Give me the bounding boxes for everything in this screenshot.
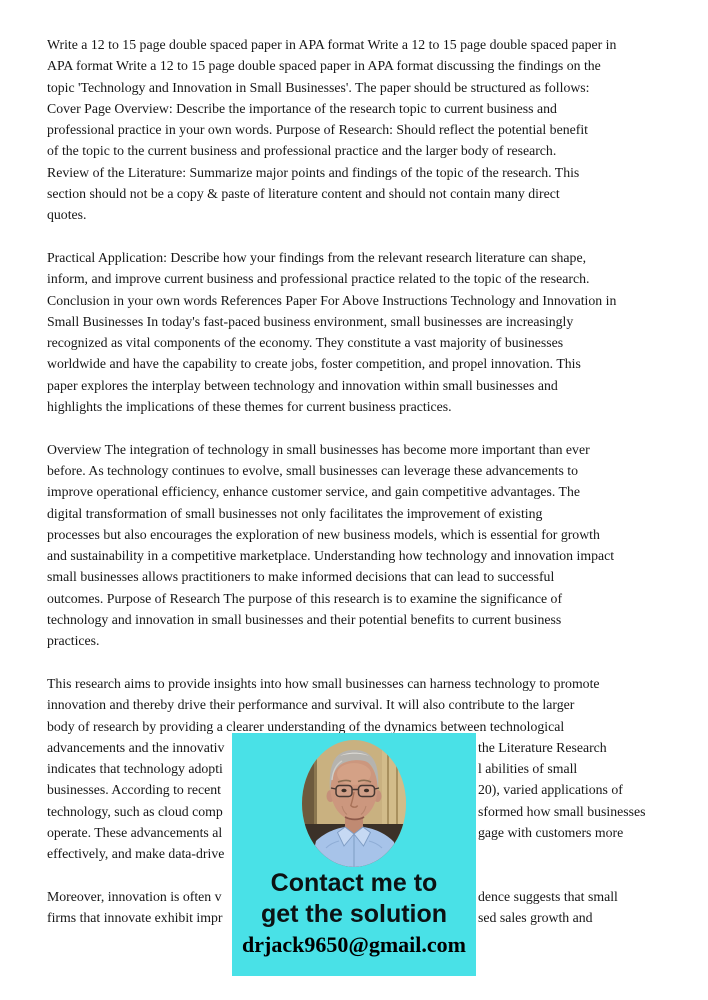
line-fragment-right: gage with customers more [478,824,624,840]
paragraph [47,34,673,226]
paragraph [47,439,673,652]
line-fragment-left: businesses. According to recent [47,782,221,798]
document-line: Overview The integration of technology in small businesses has become more important than ever [47,441,590,457]
document-line: Practical Application: Describe how your findings from the relevant research literature can shape, [47,249,587,265]
line-fragment-left: technology, such as cloud comp [47,803,223,819]
document-line: practices. [47,633,100,649]
contact-email: drjack9650@gmail.com [242,932,466,957]
document-line: effectively, and make data-drive [47,846,225,862]
document-line: body of research by providing a clearer understanding of the dynamics between technological [47,718,565,734]
portrait-photo [302,740,406,867]
line-fragment-right: sed sales growth and [478,910,593,926]
contact-card [232,733,476,976]
line-fragment-right: 20), varied applications of [478,782,623,798]
document-line: innovation and thereby drive their performance and survival. It will also contribute to the larger [47,697,575,713]
document-line: This research aims to provide insights into how small businesses can harness technology to promote [47,675,600,691]
document-line: small businesses allows practitioners to make informed decisions that can lead to successful [47,569,555,585]
line-fragment-right: l abilities of small [478,761,578,777]
line-fragment-left: firms that innovate exhibit impr [47,910,223,926]
document-line: technology and innovation in small businesses and their potential benefits to current business [47,612,562,628]
document-line: Write a 12 to 15 page double spaced paper in APA format Write a 12 to 15 page double spaced paper in [47,37,617,52]
line-fragment-right: the Literature Research [478,739,607,755]
document-line: topic 'Technology and Innovation in Small Businesses'. The paper should be structured as follows: [47,79,590,95]
document-line: Cover Page Overview: Describe the importance of the research topic to current business and [47,100,557,116]
paragraph [47,247,673,417]
document-line: and sustainability in a competitive marketplace. Understanding how technology and innovation impact [47,548,615,564]
document-line: processes but also encourages the exploration of new business models, which is essential for growth [47,526,600,542]
document-line: Conclusion in your own words References Paper For Above Instructions Technology and Innovation in [47,292,617,308]
contact-title-line1: Contact me to [270,869,438,897]
document-line: worldwide and have the capability to create jobs, foster competition, and propel innovation. This [47,356,581,372]
document-line: quotes. [47,207,87,223]
line-fragment-left: Moreover, innovation is often v [47,888,222,904]
document-line: before. As technology continues to evolve, small businesses can leverage these advancements to [47,462,579,478]
document-line: outcomes. Purpose of Research The purpose of this research is to examine the significance of [47,590,563,606]
document-line: Small Businesses In today's fast-paced business environment, small businesses are increasingly [47,313,574,329]
document-line: digital transformation of small businesses not only facilitates the improvement of existing [47,505,543,521]
document-line: of the topic to the current business and professional practice and the larger body of research. [47,143,557,159]
line-fragment-left: operate. These advancements al [47,824,223,840]
document-line: paper explores the interplay between technology and innovation within small businesses and [47,377,558,393]
contact-title-line2: get the solution [260,900,448,928]
document-line: APA format Write a 12 to 15 page double spaced paper in APA format discussing the findings on the [47,58,601,74]
document-line: professional practice in your own words. Purpose of Research: Should reflect the potential benefit [47,122,588,138]
line-fragment-right: dence suggests that small [478,888,618,904]
line-fragment-left: indicates that technology adopti [47,761,223,777]
line-fragment-left: advancements and the innovativ [47,739,225,755]
document-line: inform, and improve current business and professional practice related to the topic of the research. [47,271,590,287]
document-line: highlights the implications of these themes for current business practices. [47,399,452,415]
document-line: Review of the Literature: Summarize major points and findings of the topic of the research. This [47,164,580,180]
line-fragment-right: sformed how small businesses [478,803,646,819]
document-line: improve operational efficiency, enhance customer service, and gain competitive advantages. The [47,484,581,500]
document-line: recognized as vital components of the economy. They constitute a vast majority of businesses [47,335,564,351]
document-line: section should not be a copy & paste of literature content and should not contain many direct [47,186,560,202]
